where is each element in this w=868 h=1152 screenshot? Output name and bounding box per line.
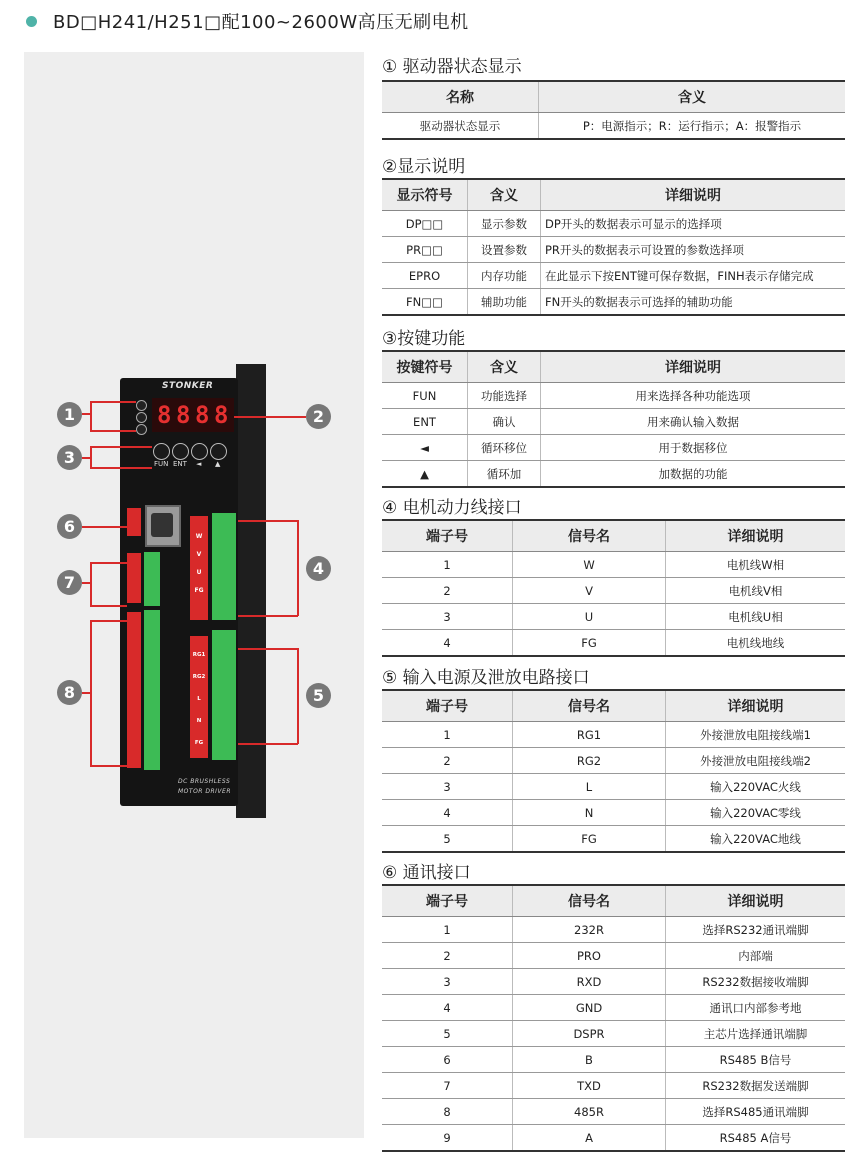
table-cell: 电机线地线 xyxy=(666,630,846,657)
table-row xyxy=(382,1021,845,1047)
callout-line xyxy=(90,467,152,469)
table-row xyxy=(382,917,845,943)
table-cell: ▲ xyxy=(382,461,468,488)
shift-label: ◄ xyxy=(196,460,202,468)
table-cell: FG xyxy=(513,630,666,657)
section-title-motor: ④ 电机动力线接口 xyxy=(382,498,522,518)
table-header-row xyxy=(382,351,845,383)
table-header-cell: 含义 xyxy=(468,179,541,211)
table-cell: 6 xyxy=(382,1047,513,1073)
table-cell: 外接泄放电阻接线端1 xyxy=(666,722,846,748)
table-cell: 3 xyxy=(382,604,513,630)
table-cell: 在此显示下按ENT键可保存数据，FINH表示存储完成 xyxy=(541,263,846,289)
callout-8: 8 xyxy=(57,680,82,705)
table-cell: PR开头的数据表示可设置的参数选择项 xyxy=(541,237,846,263)
table-row xyxy=(382,113,845,140)
table-row xyxy=(382,969,845,995)
table-cell: 用来选择各种功能选项 xyxy=(541,383,846,409)
table-cell: TXD xyxy=(513,1073,666,1099)
table-cell: B xyxy=(513,1047,666,1073)
table-cell: 7 xyxy=(382,1073,513,1099)
table-cell: DP□□ xyxy=(382,211,468,237)
table-cell: L xyxy=(513,774,666,800)
io-label-bar-lower xyxy=(127,612,141,768)
table-cell: FG xyxy=(513,826,666,853)
table-cell: 输入220VAC地线 xyxy=(666,826,846,853)
table-cell: 选择RS485通讯端脚 xyxy=(666,1099,846,1125)
table-cell: 5 xyxy=(382,1021,513,1047)
table-cell: FUN xyxy=(382,383,468,409)
table-cell: 功能选择 xyxy=(468,383,541,409)
table-cell: RG1 xyxy=(513,722,666,748)
table-row xyxy=(382,774,845,800)
table-row xyxy=(382,604,845,630)
io-label-bar-upper xyxy=(127,553,141,603)
table-header-cell: 含义 xyxy=(468,351,541,383)
table-row xyxy=(382,722,845,748)
table-cell: 3 xyxy=(382,774,513,800)
keys-table xyxy=(382,350,845,488)
table-header-cell: 端子号 xyxy=(382,885,513,917)
led-a-icon xyxy=(136,424,147,435)
table-header-cell: 详细说明 xyxy=(666,520,846,552)
table-cell: FN开头的数据表示可选择的辅助功能 xyxy=(541,289,846,316)
io-terminal-lower xyxy=(144,610,160,770)
table-cell: U xyxy=(513,604,666,630)
callout-line xyxy=(82,413,90,415)
table-row xyxy=(382,578,845,604)
table-cell: RXD xyxy=(513,969,666,995)
device-footer-line1: DC BRUSHLESS xyxy=(178,778,231,785)
comm-table xyxy=(382,884,845,1152)
table-cell: RS485 A信号 xyxy=(666,1125,846,1152)
table-row xyxy=(382,263,845,289)
table-cell: 外接泄放电阻接线端2 xyxy=(666,748,846,774)
power-term-label: N xyxy=(196,718,202,724)
up-button[interactable] xyxy=(210,443,227,460)
table-cell: 主芯片选择通讯端脚 xyxy=(666,1021,846,1047)
motor-term-label: W xyxy=(195,533,203,540)
callout-line xyxy=(90,562,92,606)
callout-line xyxy=(297,520,299,616)
table-row xyxy=(382,995,845,1021)
callout-line xyxy=(90,620,127,622)
table-cell: 辅助功能 xyxy=(468,289,541,316)
callout-1: 1 xyxy=(57,402,82,427)
table-cell: 2 xyxy=(382,578,513,604)
callout-line xyxy=(90,446,92,468)
page-title-text: BD□H241/H251□配100~2600W高压无刷电机 xyxy=(53,12,469,33)
table-cell: DP开头的数据表示可显示的选择项 xyxy=(541,211,846,237)
callout-line xyxy=(238,648,298,650)
led-r-icon xyxy=(136,412,147,423)
display-digit: 8 xyxy=(195,401,210,429)
table-row xyxy=(382,1047,845,1073)
bullet-dot-icon xyxy=(26,16,37,27)
table-cell: 485R xyxy=(513,1099,666,1125)
table-header-cell: 信号名 xyxy=(513,885,666,917)
callout-6: 6 xyxy=(57,514,82,539)
table-cell: 4 xyxy=(382,800,513,826)
table-cell: 电机线W相 xyxy=(666,552,846,578)
table-cell: 驱动器状态显示 xyxy=(382,113,539,140)
callout-5: 5 xyxy=(306,683,331,708)
callout-line xyxy=(238,615,298,617)
table-cell: 1 xyxy=(382,917,513,943)
table-header-row xyxy=(382,520,845,552)
table-cell: 8 xyxy=(382,1099,513,1125)
table-header-cell: 显示符号 xyxy=(382,179,468,211)
power-table xyxy=(382,689,845,853)
callout-2: 2 xyxy=(306,404,331,429)
motor-terminal-block xyxy=(212,513,236,620)
io-terminal-upper xyxy=(144,552,160,606)
callout-line xyxy=(82,457,90,459)
table-header-cell: 含义 xyxy=(539,81,846,113)
table-header-cell: 详细说明 xyxy=(541,179,846,211)
shift-button[interactable] xyxy=(191,443,208,460)
table-header-cell: 详细说明 xyxy=(541,351,846,383)
table-row xyxy=(382,630,845,657)
table-row xyxy=(382,435,845,461)
table-cell: 通讯口内部参考地 xyxy=(666,995,846,1021)
device-heatsink xyxy=(236,364,266,818)
table-cell: W xyxy=(513,552,666,578)
callout-line xyxy=(90,605,127,607)
table-cell: 用来确认输入数据 xyxy=(541,409,846,435)
table-cell: 加数据的功能 xyxy=(541,461,846,488)
callout-line xyxy=(90,446,152,448)
table-header-cell: 按键符号 xyxy=(382,351,468,383)
table-cell: 显示参数 xyxy=(468,211,541,237)
table-row xyxy=(382,943,845,969)
callout-3: 3 xyxy=(57,445,82,470)
table-header-row xyxy=(382,179,845,211)
motor-term-label: U xyxy=(196,569,202,576)
table-row xyxy=(382,552,845,578)
ent-label: ENT xyxy=(173,460,187,468)
table-cell: GND xyxy=(513,995,666,1021)
power-term-label: FG xyxy=(194,740,204,746)
table-header-row xyxy=(382,885,845,917)
section-title-display: ②显示说明 xyxy=(382,157,466,177)
table-cell: FN□□ xyxy=(382,289,468,316)
table-cell: 2 xyxy=(382,943,513,969)
callout-7: 7 xyxy=(57,570,82,595)
callout-line xyxy=(238,743,298,745)
callout-line xyxy=(238,520,298,522)
table-row xyxy=(382,237,845,263)
table-header-cell: 端子号 xyxy=(382,690,513,722)
led-p-icon xyxy=(136,400,147,411)
table-cell: 3 xyxy=(382,969,513,995)
table-cell: PR□□ xyxy=(382,237,468,263)
table-cell: ◄ xyxy=(382,435,468,461)
table-cell: DSPR xyxy=(513,1021,666,1047)
section-title-keys: ③按键功能 xyxy=(382,329,466,349)
table-cell: 5 xyxy=(382,826,513,853)
table-row xyxy=(382,826,845,853)
power-terminal-block xyxy=(212,630,236,760)
motor-term-label: FG xyxy=(194,587,204,594)
table-cell: 内部端 xyxy=(666,943,846,969)
table-cell: 选择RS232通讯端脚 xyxy=(666,917,846,943)
table-cell: V xyxy=(513,578,666,604)
table-row xyxy=(382,1099,845,1125)
table-row xyxy=(382,1125,845,1152)
table-cell: RG2 xyxy=(513,748,666,774)
table-cell: 4 xyxy=(382,995,513,1021)
section-title-status: ① 驱动器状态显示 xyxy=(382,57,522,77)
display-digit: 8 xyxy=(176,401,191,429)
table-header-cell: 名称 xyxy=(382,81,539,113)
callout-line xyxy=(234,416,306,418)
ent-button[interactable] xyxy=(172,443,189,460)
device-footer-line2: MOTOR DRIVER xyxy=(178,788,231,795)
callout-line xyxy=(90,620,92,766)
table-cell: A xyxy=(513,1125,666,1152)
table-cell: RS485 B信号 xyxy=(666,1047,846,1073)
table-header-cell: 端子号 xyxy=(382,520,513,552)
table-header-cell: 详细说明 xyxy=(666,885,846,917)
power-term-label: RG1 xyxy=(192,652,206,658)
table-row xyxy=(382,289,845,316)
table-cell: 232R xyxy=(513,917,666,943)
table-header-cell: 详细说明 xyxy=(666,690,846,722)
callout-line xyxy=(90,401,136,403)
table-cell: 2 xyxy=(382,748,513,774)
callout-4: 4 xyxy=(306,556,331,581)
table-cell: 输入220VAC零线 xyxy=(666,800,846,826)
table-header-row xyxy=(382,690,845,722)
table-cell: 内存功能 xyxy=(468,263,541,289)
table-cell: 设置参数 xyxy=(468,237,541,263)
table-header-row xyxy=(382,81,845,113)
table-row xyxy=(382,211,845,237)
table-cell: 用于数据移位 xyxy=(541,435,846,461)
status-table xyxy=(382,80,845,140)
table-header-cell: 信号名 xyxy=(513,690,666,722)
table-cell: PRO xyxy=(513,943,666,969)
callout-line xyxy=(82,526,127,528)
fun-button[interactable] xyxy=(153,443,170,460)
callout-line xyxy=(90,401,92,431)
callout-line xyxy=(82,582,90,584)
table-cell: 确认 xyxy=(468,409,541,435)
table-row xyxy=(382,461,845,488)
comm-port-connector xyxy=(145,505,181,547)
table-cell: RS232数据发送端脚 xyxy=(666,1073,846,1099)
device-brand-logo: STONKER xyxy=(162,381,214,391)
table-cell: 电机线U相 xyxy=(666,604,846,630)
table-cell: 1 xyxy=(382,722,513,748)
motor-term-label: V xyxy=(196,551,202,558)
table-row xyxy=(382,800,845,826)
table-cell: N xyxy=(513,800,666,826)
power-term-label: RG2 xyxy=(192,674,206,680)
table-row xyxy=(382,1073,845,1099)
callout-line xyxy=(82,692,90,694)
table-row xyxy=(382,748,845,774)
up-label: ▲ xyxy=(215,460,221,468)
table-cell: EPRO xyxy=(382,263,468,289)
display-table xyxy=(382,178,845,316)
section-title-comm: ⑥ 通讯接口 xyxy=(382,863,471,883)
page-title xyxy=(26,8,469,34)
table-cell: 电机线V相 xyxy=(666,578,846,604)
table-cell: 循环移位 xyxy=(468,435,541,461)
callout-line xyxy=(90,765,127,767)
motor-table xyxy=(382,519,845,657)
table-row xyxy=(382,383,845,409)
comm-port-label-bar xyxy=(127,508,141,536)
table-row xyxy=(382,409,845,435)
callout-line xyxy=(90,562,127,564)
callout-line xyxy=(90,430,136,432)
table-cell: 1 xyxy=(382,552,513,578)
table-header-cell: 信号名 xyxy=(513,520,666,552)
display-digit: 8 xyxy=(157,401,172,429)
table-cell: 输入220VAC火线 xyxy=(666,774,846,800)
table-cell: ENT xyxy=(382,409,468,435)
table-cell: 循环加 xyxy=(468,461,541,488)
fun-label: FUN xyxy=(154,460,169,468)
table-cell: 9 xyxy=(382,1125,513,1152)
table-cell: P：电源指示；R：运行指示；A：报警指示 xyxy=(539,113,846,140)
power-term-label: L xyxy=(197,696,201,702)
display-digit: 8 xyxy=(214,401,229,429)
table-cell: 4 xyxy=(382,630,513,657)
table-cell: RS232数据接收端脚 xyxy=(666,969,846,995)
callout-line xyxy=(297,648,299,744)
section-title-power: ⑤ 输入电源及泄放电路接口 xyxy=(382,668,590,688)
